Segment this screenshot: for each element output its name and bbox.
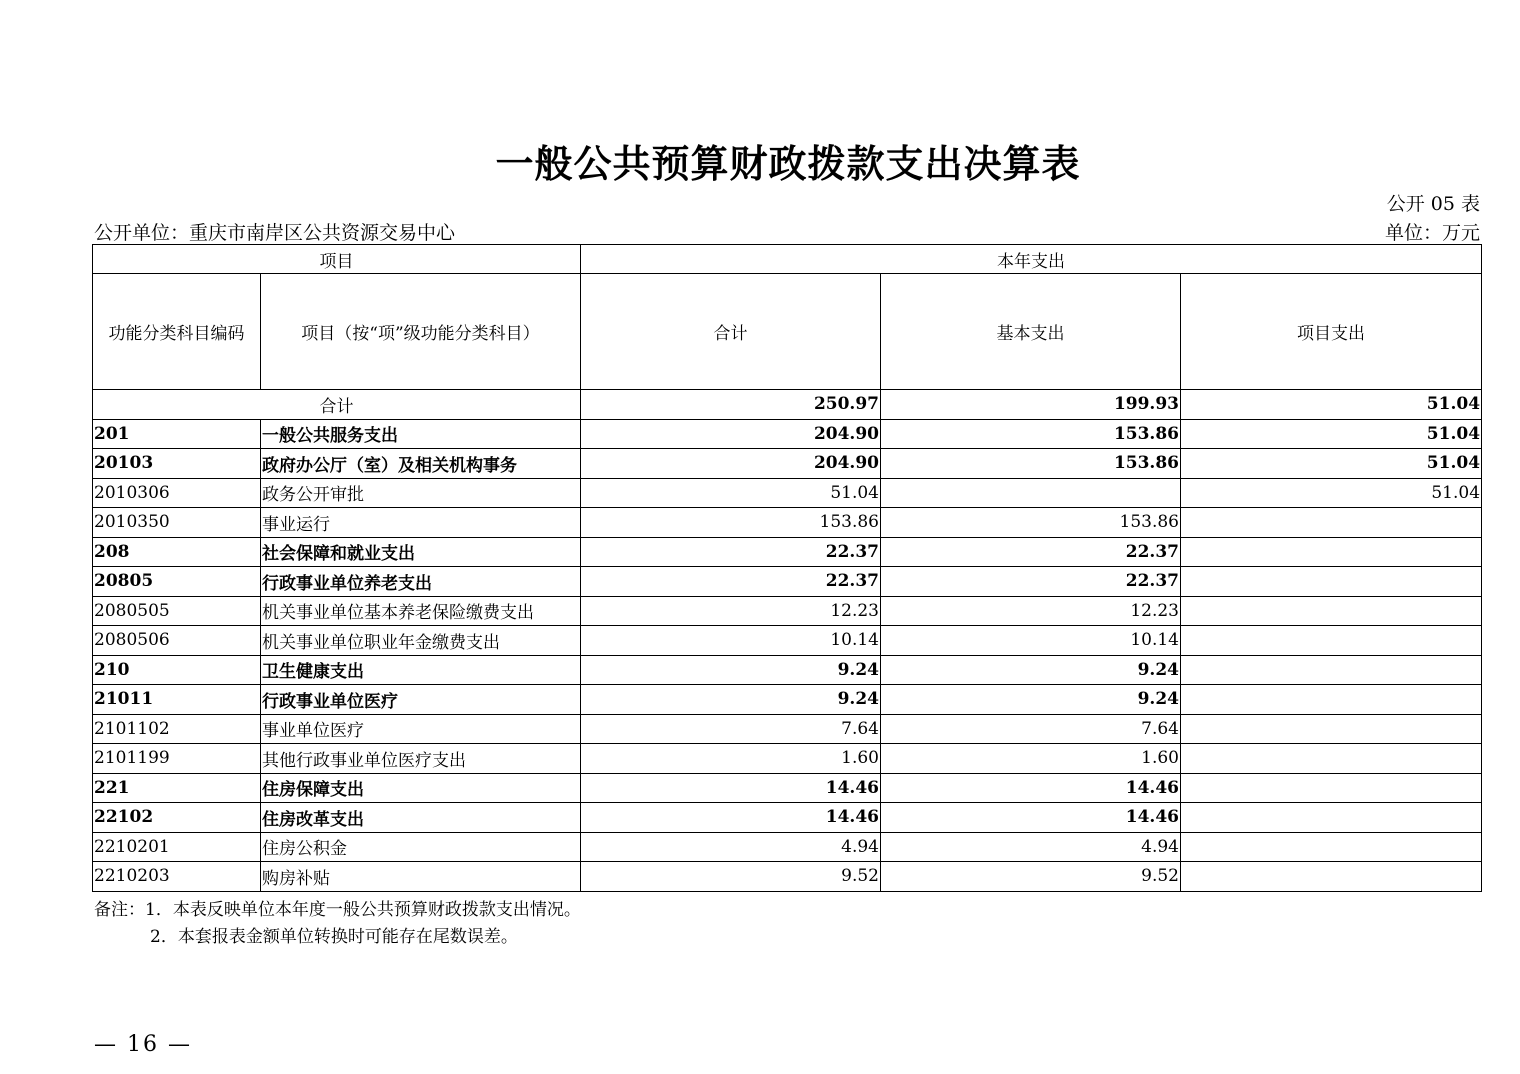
cell-code: 2101102: [93, 714, 261, 744]
header-total: 合计: [581, 274, 881, 390]
cell-name: 政务公开审批: [261, 478, 581, 508]
cell-name: 卫生健康支出: [261, 655, 581, 685]
cell-total: 204.90: [581, 419, 881, 449]
cell-basic: 153.86: [881, 508, 1181, 538]
cell-proj: [1181, 862, 1482, 892]
cell-total: 1.60: [581, 744, 881, 774]
table-row: [93, 508, 1482, 538]
cell-code: 201: [93, 419, 261, 449]
table-row: [93, 419, 1482, 449]
cell-basic: 14.46: [881, 773, 1181, 803]
table-row: [93, 626, 1482, 656]
table-row: [93, 714, 1482, 744]
cell-basic: 9.52: [881, 862, 1181, 892]
cell-name: 其他行政事业单位医疗支出: [261, 744, 581, 774]
table-row: [93, 596, 1482, 626]
table-row: [93, 685, 1482, 715]
cell-proj: 51.04: [1181, 478, 1482, 508]
header-row-2: [93, 274, 1482, 390]
table-row: [93, 567, 1482, 597]
cell-name: 事业单位医疗: [261, 714, 581, 744]
cell-proj: [1181, 655, 1482, 685]
cell-code: 2210203: [93, 862, 261, 892]
cell-code: 2010350: [93, 508, 261, 538]
currency-unit: 单位：万元: [1384, 222, 1480, 244]
cell-proj: [1181, 537, 1482, 567]
cell-code: 2210201: [93, 832, 261, 862]
header-basic: 基本支出: [881, 274, 1181, 390]
cell-name: 事业运行: [261, 508, 581, 538]
cell-basic: 10.14: [881, 626, 1181, 656]
cell-proj: 51.04: [1181, 419, 1482, 449]
cell-name: 社会保障和就业支出: [261, 537, 581, 567]
cell-total: 14.46: [581, 803, 881, 833]
cell-proj: [1181, 803, 1482, 833]
cell-basic: 9.24: [881, 685, 1181, 715]
header-name: 项目（按“项”级功能分类科目）: [261, 274, 581, 390]
cell-total: 4.94: [581, 832, 881, 862]
cell-code: 2010306: [93, 478, 261, 508]
cell-name: 行政事业单位医疗: [261, 685, 581, 715]
cell-basic: 153.86: [881, 419, 1181, 449]
cell-total: 9.52: [581, 862, 881, 892]
cell-total: 10.14: [581, 626, 881, 656]
cell-proj: [1181, 744, 1482, 774]
cell-basic: 12.23: [881, 596, 1181, 626]
table-row: [93, 537, 1482, 567]
cell-code: 2080505: [93, 596, 261, 626]
cell-total: 14.46: [581, 773, 881, 803]
cell-basic: [881, 478, 1181, 508]
cell-total: 9.24: [581, 685, 881, 715]
cell-name: 住房保障支出: [261, 773, 581, 803]
cell-proj: [1181, 596, 1482, 626]
cell-proj: [1181, 508, 1482, 538]
cell-basic: 14.46: [881, 803, 1181, 833]
cell-total: 204.90: [581, 449, 881, 479]
total-total: 250.97: [581, 390, 881, 420]
form-number: 公开 05 表: [1386, 193, 1480, 215]
table-row: [93, 478, 1482, 508]
cell-code: 22102: [93, 803, 261, 833]
cell-name: 一般公共服务支出: [261, 419, 581, 449]
cell-code: 208: [93, 537, 261, 567]
table-row: [93, 773, 1482, 803]
table-row: [93, 655, 1482, 685]
header-this-year: 本年支出: [581, 245, 1482, 274]
cell-total: 7.64: [581, 714, 881, 744]
cell-basic: 153.86: [881, 449, 1181, 479]
cell-proj: [1181, 626, 1482, 656]
table-row: [93, 744, 1482, 774]
cell-code: 210: [93, 655, 261, 685]
cell-basic: 7.64: [881, 714, 1181, 744]
note-2: 2．本套报表金额单位转换时可能存在尾数误差。: [150, 927, 518, 947]
cell-total: 22.37: [581, 567, 881, 597]
cell-name: 机关事业单位职业年金缴费支出: [261, 626, 581, 656]
cell-name: 政府办公厅（室）及相关机构事务: [261, 449, 581, 479]
table-row: [93, 862, 1482, 892]
cell-proj: [1181, 773, 1482, 803]
header-proj: 项目支出: [1181, 274, 1482, 390]
cell-basic: 9.24: [881, 655, 1181, 685]
total-row: [93, 390, 1482, 420]
header-project: 项目: [93, 245, 581, 274]
cell-name: 行政事业单位养老支出: [261, 567, 581, 597]
table-row: [93, 832, 1482, 862]
cell-basic: 1.60: [881, 744, 1181, 774]
budget-table: [92, 244, 1482, 892]
cell-code: 221: [93, 773, 261, 803]
total-proj: 51.04: [1181, 390, 1482, 420]
cell-proj: [1181, 714, 1482, 744]
cell-name: 住房公积金: [261, 832, 581, 862]
cell-proj: [1181, 832, 1482, 862]
cell-basic: 4.94: [881, 832, 1181, 862]
page-number: — 16 —: [94, 1032, 192, 1057]
cell-proj: [1181, 685, 1482, 715]
cell-total: 12.23: [581, 596, 881, 626]
total-basic: 199.93: [881, 390, 1181, 420]
cell-total: 9.24: [581, 655, 881, 685]
total-label: 合计: [93, 390, 581, 420]
cell-name: 住房改革支出: [261, 803, 581, 833]
cell-basic: 22.37: [881, 537, 1181, 567]
cell-total: 51.04: [581, 478, 881, 508]
table-row: [93, 803, 1482, 833]
cell-proj: [1181, 567, 1482, 597]
cell-name: 机关事业单位基本养老保险缴费支出: [261, 596, 581, 626]
header-code: 功能分类科目编码: [93, 274, 261, 390]
note-1: 备注：1．本表反映单位本年度一般公共预算财政拨款支出情况。: [94, 900, 581, 920]
cell-code: 20805: [93, 567, 261, 597]
cell-basic: 22.37: [881, 567, 1181, 597]
cell-total: 22.37: [581, 537, 881, 567]
cell-code: 21011: [93, 685, 261, 715]
cell-name: 购房补贴: [261, 862, 581, 892]
reporting-unit: 公开单位：重庆市南岸区公共资源交易中心: [94, 222, 456, 244]
cell-code: 2080506: [93, 626, 261, 656]
notes: [94, 897, 581, 951]
table-row: [93, 449, 1482, 479]
cell-proj: 51.04: [1181, 449, 1482, 479]
cell-code: 2101199: [93, 744, 261, 774]
cell-code: 20103: [93, 449, 261, 479]
cell-total: 153.86: [581, 508, 881, 538]
page-title: 一般公共预算财政拨款支出决算表: [495, 141, 1081, 186]
header-row-1: [93, 245, 1482, 274]
